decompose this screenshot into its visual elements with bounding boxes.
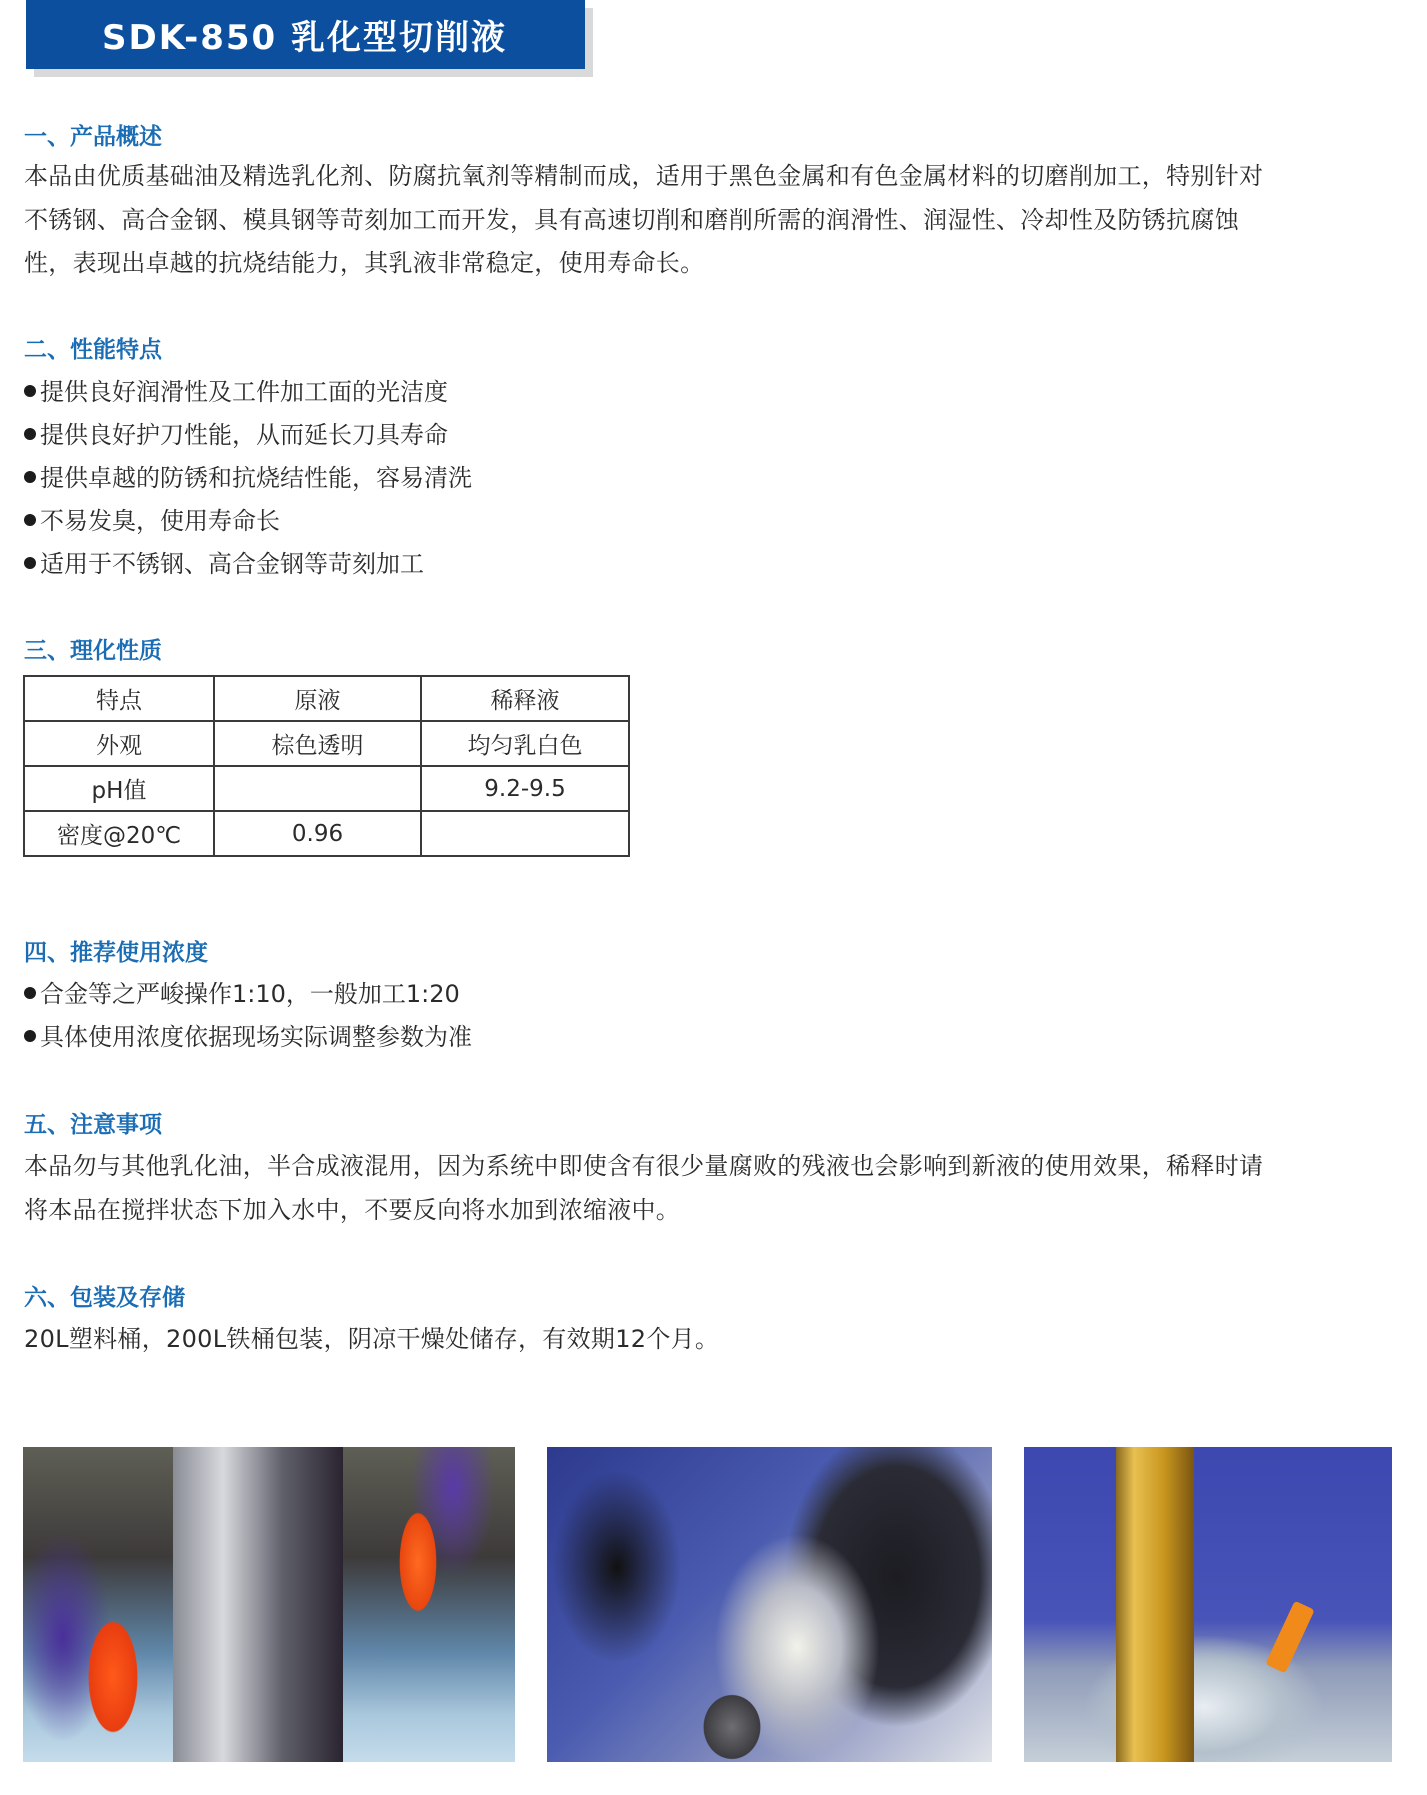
bullet-icon <box>24 1030 36 1042</box>
page-title: SDK-850 乳化型切削液 <box>102 18 508 58</box>
bullet-icon <box>24 428 36 440</box>
list-item <box>24 1016 472 1059</box>
table-header-cell: 稀释液 <box>421 676 629 721</box>
properties-table <box>23 675 630 857</box>
list-item-text: 提供良好护刀性能，从而延长刀具寿命 <box>40 421 448 449</box>
paragraph-line: 将本品在搅拌状态下加入水中，不要反向将水加到浓缩液中。 <box>24 1195 681 1224</box>
list-item <box>24 371 472 414</box>
concentration-list <box>24 973 472 1059</box>
list-item-text: 提供卓越的防锈和抗烧结性能，容易清洗 <box>40 464 472 492</box>
bullet-icon <box>24 385 36 397</box>
list-item-text: 具体使用浓度依据现场实际调整参数为准 <box>40 1023 472 1051</box>
paragraph-line: 不锈钢、高合金钢、模具钢等苛刻加工而开发，具有高速切削和磨削所需的润滑性、润湿性、冷却性及防锈抗腐蚀 <box>24 205 1239 234</box>
table-row <box>24 766 629 811</box>
table-cell: 均匀乳白色 <box>421 721 629 766</box>
table-cell: 密度@20℃ <box>24 811 214 856</box>
photo-drilling-coolant <box>1024 1447 1392 1762</box>
paragraph-line: 本品勿与其他乳化油，半合成液混用，因为系统中即使含有很少量腐败的残液也会影响到新液的使用效果，稀释时请 <box>24 1152 1264 1180</box>
table-header-row <box>24 676 629 721</box>
section-heading-precautions: 五、注意事项 <box>24 1112 162 1138</box>
table-row <box>24 811 629 856</box>
section-heading-concentration: 四、推荐使用浓度 <box>24 940 208 966</box>
list-item <box>24 500 472 543</box>
section-heading-overview: 一、产品概述 <box>24 124 162 150</box>
section-heading-features: 二、性能特点 <box>24 337 162 363</box>
photo-milling-coolant <box>23 1447 515 1762</box>
table-header-cell: 原液 <box>214 676 421 721</box>
list-item <box>24 543 472 586</box>
precautions-paragraph <box>24 1145 1404 1232</box>
table-cell: 0.96 <box>214 811 421 856</box>
table-cell: 棕色透明 <box>214 721 421 766</box>
list-item-text: 不易发臭，使用寿命长 <box>40 507 280 535</box>
bullet-icon <box>24 471 36 483</box>
section-heading-properties: 三、理化性质 <box>24 638 162 664</box>
list-item <box>24 414 472 457</box>
list-item-text: 提供良好润滑性及工件加工面的光洁度 <box>40 378 448 406</box>
table-cell: 9.2-9.5 <box>421 766 629 811</box>
table-cell <box>421 811 629 856</box>
list-item-text: 合金等之严峻操作1:10，一般加工1:20 <box>40 980 460 1008</box>
bullet-icon <box>24 514 36 526</box>
list-item <box>24 973 472 1016</box>
bullet-icon <box>24 557 36 569</box>
photo-grinding-coolant <box>547 1447 992 1762</box>
list-item <box>24 457 472 500</box>
table-cell: pH值 <box>24 766 214 811</box>
section-heading-packaging: 六、包装及存储 <box>24 1285 185 1311</box>
paragraph-line: 性，表现出卓越的抗烧结能力，其乳液非常稳定，使用寿命长。 <box>24 249 705 277</box>
bullet-icon <box>24 987 36 999</box>
overview-paragraph <box>24 155 1404 286</box>
list-item-text: 适用于不锈钢、高合金钢等苛刻加工 <box>40 550 424 578</box>
paragraph-line: 本品由优质基础油及精选乳化剂、防腐抗氧剂等精制而成，适用于黑色金属和有色金属材料的切磨削加工，特别针对 <box>24 162 1264 190</box>
table-cell <box>214 766 421 811</box>
title-banner <box>26 0 585 69</box>
table-cell: 外观 <box>24 721 214 766</box>
table-row <box>24 721 629 766</box>
paragraph-line: 20L塑料桶，200L铁桶包装，阴凉干燥处储存，有效期12个月。 <box>24 1325 720 1353</box>
features-list <box>24 371 472 586</box>
packaging-paragraph <box>24 1318 1404 1362</box>
table-header-cell: 特点 <box>24 676 214 721</box>
